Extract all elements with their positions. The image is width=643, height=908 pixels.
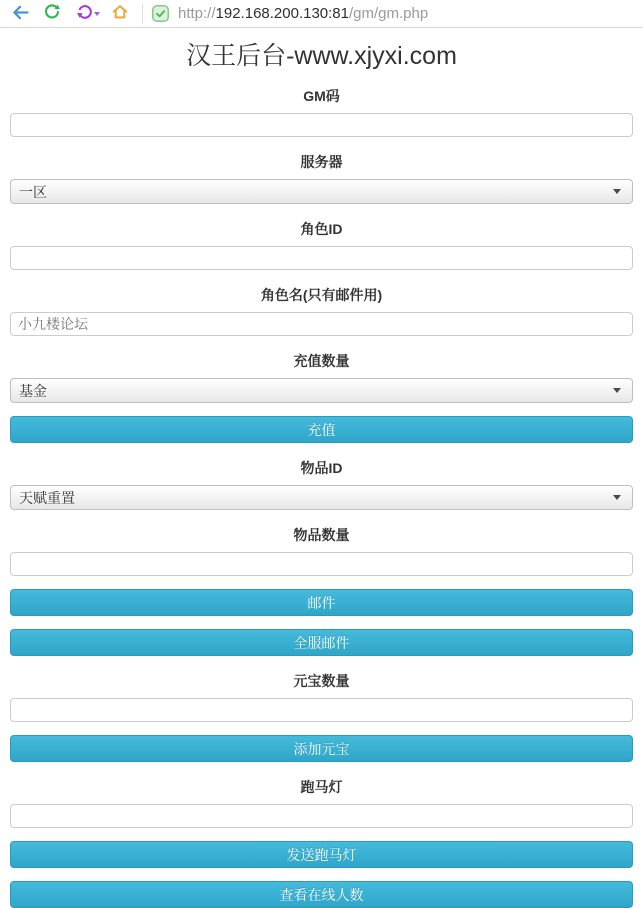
refresh-icon <box>42 2 62 25</box>
back-arrow-icon <box>10 2 31 26</box>
role-name-input[interactable] <box>10 312 633 336</box>
item-id-label: 物品ID <box>300 460 343 476</box>
url-scheme: http:// <box>178 5 216 22</box>
marquee-input[interactable] <box>10 804 633 828</box>
refresh-button[interactable] <box>36 1 68 27</box>
item-select-wrap <box>10 485 633 510</box>
marquee-label: 跑马灯 <box>300 779 343 795</box>
item-id-select[interactable] <box>10 485 633 510</box>
server-select-wrap <box>10 179 633 204</box>
item-count-input[interactable] <box>10 552 633 576</box>
page-title: 汉王后台-www.xjyxi.com <box>186 42 457 70</box>
role-id-input[interactable] <box>10 246 633 270</box>
item-count-label: 物品数量 <box>293 527 350 543</box>
url-host: 192.168.200.130:81 <box>215 5 349 22</box>
recharge-amount-label: 充值数量 <box>293 353 350 369</box>
gm-code-input[interactable] <box>10 113 633 137</box>
back-button[interactable] <box>4 1 36 27</box>
address-bar[interactable] <box>151 1 639 27</box>
shield-check-icon[interactable] <box>151 4 170 23</box>
add-yuanbao-button[interactable]: 添加元宝 <box>10 735 633 762</box>
yuanbao-amount-input[interactable] <box>10 698 633 722</box>
undo-icon <box>74 2 94 25</box>
role-name-label: 角色名(只有邮件用) <box>260 287 383 303</box>
server-select[interactable] <box>10 179 633 204</box>
recharge-button[interactable]: 充值 <box>10 416 633 443</box>
url-path: /gm/gm.php <box>349 5 429 22</box>
server-mail-button[interactable]: 全服邮件 <box>10 629 633 656</box>
send-marquee-button[interactable]: 发送跑马灯 <box>10 841 633 868</box>
undo-dropdown-chevron-down-icon[interactable] <box>94 12 100 16</box>
role-id-label: 角色ID <box>300 221 343 237</box>
view-online-count-button[interactable]: 查看在线人数 <box>10 881 633 908</box>
toolbar-divider <box>142 4 143 24</box>
gm-code-label: GM码 <box>303 88 340 104</box>
home-button[interactable] <box>104 1 136 27</box>
home-icon <box>110 2 130 25</box>
server-label: 服务器 <box>300 154 343 170</box>
yuanbao-amount-label: 元宝数量 <box>293 673 350 689</box>
mail-button[interactable]: 邮件 <box>10 589 633 616</box>
url-text <box>178 5 428 22</box>
recharge-select-wrap <box>10 378 633 403</box>
recharge-amount-select[interactable] <box>10 378 633 403</box>
browser-toolbar <box>0 0 643 28</box>
